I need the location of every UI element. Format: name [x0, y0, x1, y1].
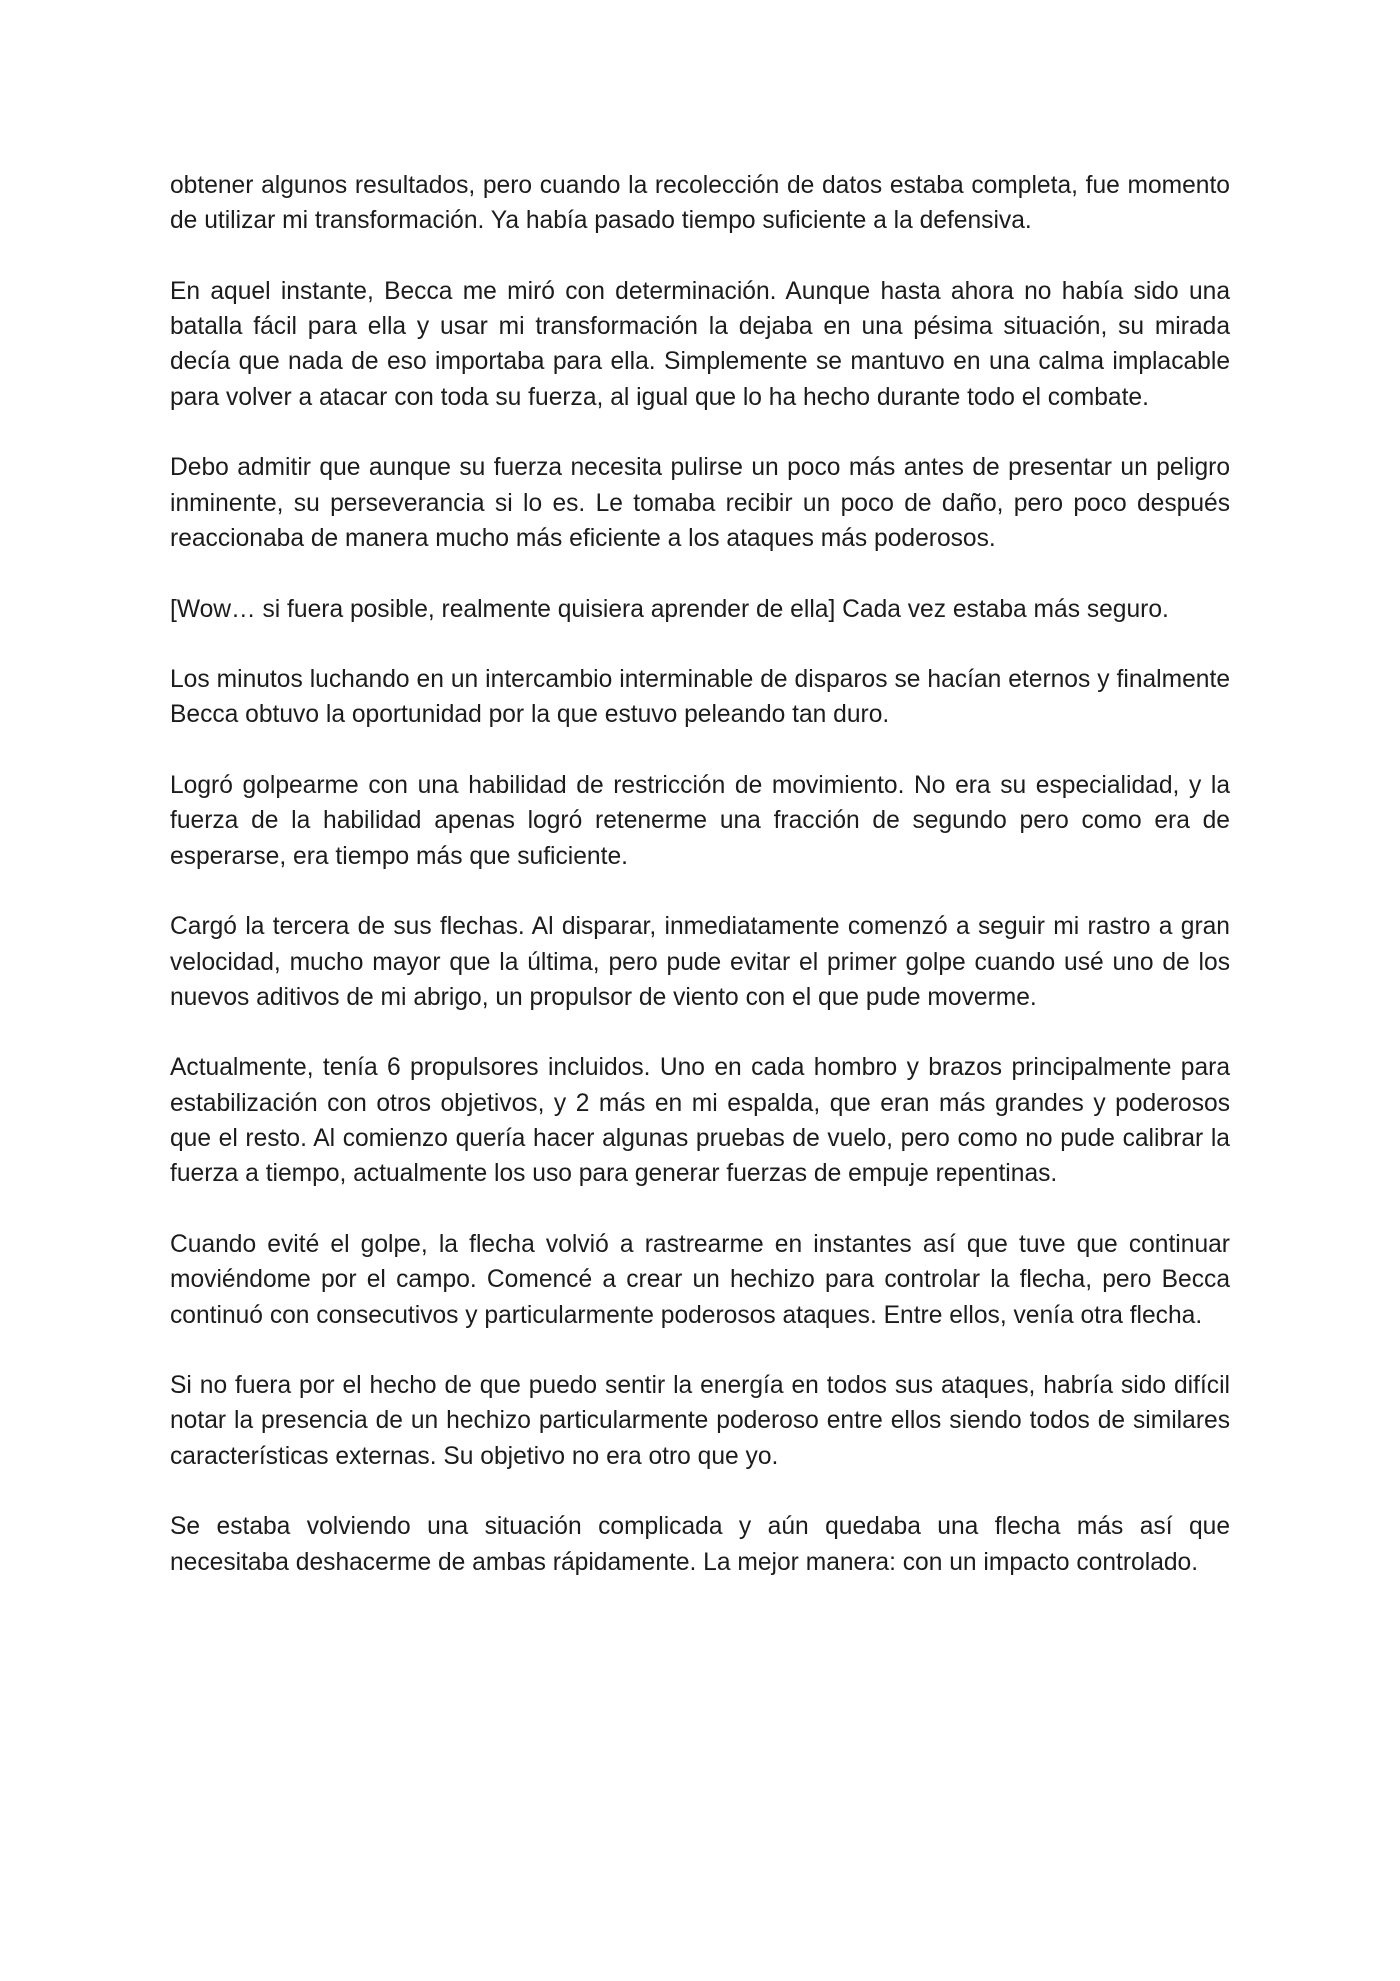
paragraph: Los minutos luchando en un intercambio interminable de disparos se hacían eternos y finalmente Becca obtuvo la oportunidad por la que estuvo peleando tan duro. — [170, 666, 1230, 729]
paragraph: Logró golpearme con una habilidad de restricción de movimiento. No era su especialidad, y la fuerza de la habilidad apenas logró retenerme una fracción de segundo pero como era de esperarse, era tiempo más que suficiente. — [170, 772, 1230, 870]
paragraph: Se estaba volviendo una situación complicada y aún quedaba una flecha más así que necesitaba deshacerme de ambas rápidamente. La mejor manera: con un impacto controlado. — [170, 1513, 1230, 1576]
paragraph: Si no fuera por el hecho de que puedo sentir la energía en todos sus ataques, habría sido difícil notar la presencia de un hechizo particularmente poderoso entre ellos siendo todos de similares características externas. Su objetivo no era otro que yo. — [170, 1372, 1230, 1470]
paragraph: En aquel instante, Becca me miró con determinación. Aunque hasta ahora no había sido una batalla fácil para ella y usar mi transformación la dejaba en una pésima situación, su mirada decía que nada de eso importaba para ella. Simplemente se mantuvo en una calma implacable para volver a atacar con toda su fuerza, al igual que lo ha hecho durante todo el combate. — [170, 277, 1230, 411]
paragraph: Actualmente, tenía 6 propulsores incluidos. Uno en cada hombro y brazos principalmente para estabilización con otros objetivos, y 2 más en mi espalda, que eran más grandes y poderosos que el resto. Al comienzo quería hacer algunas pruebas de vuelo, pero como no pude calibrar la fuerza a tiempo, actualmente los uso para generar fuerzas de empuje repentinas. — [170, 1054, 1230, 1188]
paragraph: [Wow… si fuera posible, realmente quisiera aprender de ella] Cada vez estaba más seguro. — [170, 595, 1169, 623]
paragraph: Cargó la tercera de sus flechas. Al disparar, inmediatamente comenzó a seguir mi rastro a gran velocidad, mucho mayor que la última, pero pude evitar el primer golpe cuando usé uno de los nuevos aditivos de mi abrigo, un propulsor de viento con el que pude moverme. — [170, 913, 1230, 1011]
paragraph: obtener algunos resultados, pero cuando la recolección de datos estaba completa, fue momento de utilizar mi transformación. Ya había pasado tiempo suficiente a la defensiva. — [170, 172, 1230, 235]
paragraph: Cuando evité el golpe, la flecha volvió a rastrearme en instantes así que tuve que continuar moviéndome por el campo. Comencé a crear un hechizo para controlar la flecha, pero Becca continuó con consecutivos y particularmente poderosos ataques. Entre ellos, venía otra flecha. — [170, 1230, 1230, 1329]
document-body — [170, 168, 1230, 1615]
paragraph: Debo admitir que aunque su fuerza necesita pulirse un poco más antes de presentar un peligro inminente, su perseverancia si lo es. Le tomaba recibir un poco de daño, pero poco después reaccionaba de manera mucho más eficiente a los ataques más poderosos. — [170, 454, 1230, 552]
